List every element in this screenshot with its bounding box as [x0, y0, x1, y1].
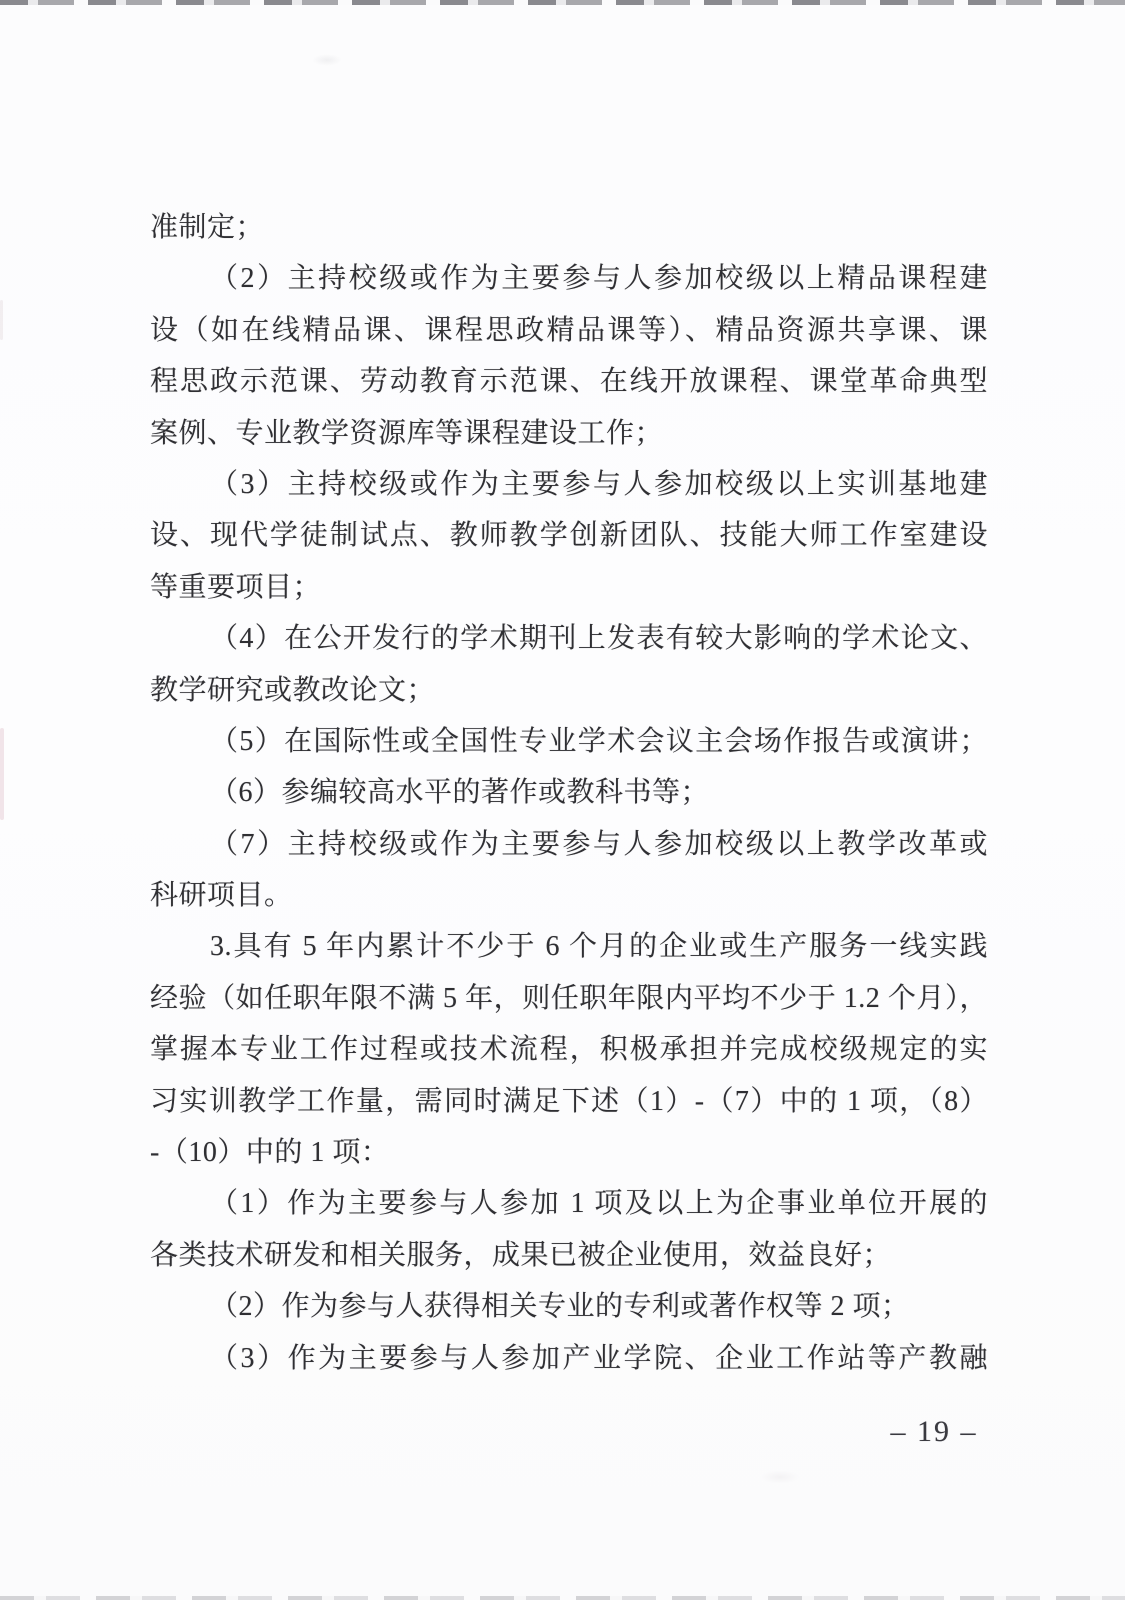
text-line: 习实训教学工作量，需同时满足下述（1）-（7）中的 1 项，（8） [150, 1085, 988, 1117]
scan-artifact-noise [760, 1470, 800, 1484]
body-text [150, 202, 988, 1384]
text-line: （7）主持校级或作为主要参与人参加校级以上教学改革或 [210, 828, 988, 860]
text-line: （3）主持校级或作为主要参与人参加校级以上实训基地建 [210, 468, 988, 500]
text-line: 准制定； [150, 212, 265, 243]
text-line: （5）在国际性或全国性专业学术会议主会场作报告或演讲； [210, 725, 988, 757]
text-line: 教学研究或教改论文； [150, 674, 436, 706]
text-line: 等重要项目； [150, 571, 322, 603]
text-line: 科研项目。 [150, 880, 293, 912]
text-line: 掌握本专业工作过程或技术流程，积极承担并完成校级规定的实 [150, 1034, 988, 1066]
text-line: 设、现代学徒制试点、教师教学创新团队、技能大师工作室建设 [150, 520, 988, 552]
scan-artifact-left-smudge [0, 300, 3, 340]
text-line: 经验（如任职年限不满 5 年，则任职年限内平均不少于 1.2 个月）， [150, 982, 988, 1014]
text-line: （6）参编较高水平的著作或教科书等； [210, 777, 710, 809]
scan-artifact-noise [312, 54, 342, 66]
text-line: 案例、专业教学资源库等课程建设工作； [150, 417, 664, 449]
text-line: （3）作为主要参与人参加产业学院、企业工作站等产教融 [210, 1342, 988, 1374]
text-line: （2）主持校级或作为主要参与人参加校级以上精品课程建 [210, 263, 988, 295]
page-number: – 19 – [890, 1415, 978, 1448]
text-line: 程思政示范课、劳动教育示范课、在线开放课程、课堂革命典型 [150, 366, 988, 398]
text-line: 设（如在线精品课、课程思政精品课等）、精品资源共享课、课 [150, 314, 988, 346]
text-line: 3.具有 5 年内累计不少于 6 个月的企业或生产服务一线实践 [210, 931, 988, 963]
text-line: （4）在公开发行的学术期刊上发表有较大影响的学术论文、 [210, 623, 988, 655]
scan-artifact-top-edge [0, 0, 1125, 5]
text-line: （1）作为主要参与人参加 1 项及以上为企事业单位开展的 [210, 1188, 988, 1220]
scan-artifact-left-smudge [0, 728, 4, 820]
scan-artifact-bottom-edge [0, 1596, 1125, 1600]
text-line: -（10）中的 1 项： [150, 1137, 390, 1169]
text-line: 各类技术研发和相关服务，成果已被企业使用，效益良好； [150, 1239, 892, 1271]
text-line: （2）作为参与人获得相关专业的专利或著作权等 2 项； [210, 1291, 910, 1323]
